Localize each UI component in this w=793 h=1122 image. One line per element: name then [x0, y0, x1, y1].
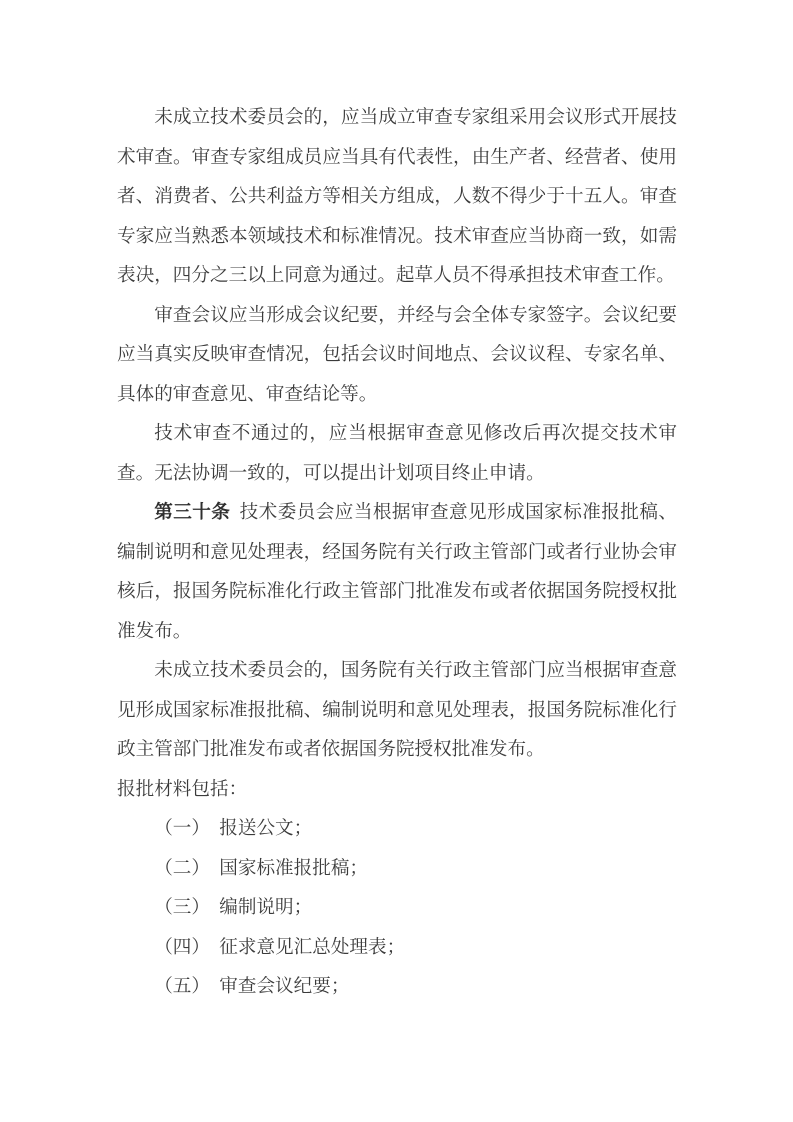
paragraph-expert-group-review: 未成立技术委员会的，应当成立审查专家组采用会议形式开展技术审查。审查专家组成员应当具有代表性，由生产者、经营者、使用者、消费者、公共利益方等相关方组成，人数不得少于十五人。审查专家应当熟悉本领域技术和标准情况。技术审查应当协商一致，如需表决，四分之三以上同意为通过。起草人员不得承担技术审查工作。	[117, 106, 677, 285]
article-number: 第三十条	[154, 501, 231, 522]
document-content	[117, 97, 677, 1006]
paragraph-review-failure: 技术审查不通过的，应当根据审查意见修改后再次提交技术审查。无法协调一致的，可以提出计划项目终止申请。	[117, 422, 677, 483]
paragraph-article-30	[117, 492, 677, 650]
list-item-review-minutes: （五） 审查会议纪要；	[154, 975, 350, 996]
paragraph-meeting-minutes: 审查会议应当形成会议纪要，并经与会全体专家签字。会议纪要应当真实反映审查情况，包括会议时间地点、会议议程、专家名单、具体的审查意见、审查结论等。	[117, 303, 677, 404]
list-item-comments-table: （四） 征求意见汇总处理表；	[154, 935, 406, 957]
paragraph-materials-intro: 报批材料包括：	[117, 777, 248, 799]
approval-materials-list	[117, 808, 677, 1006]
list-item-submission-document: （一） 报送公文；	[154, 817, 313, 838]
article-30-body-text: 技术委员会应当根据审查意见形成国家标准报批稿、编制说明和意见处理表，经国务院有关行政主管部门或者行业协会审核后，报国务院标准化行政主管部门批准发布或者依据国务院授权批准发布。	[117, 501, 677, 641]
list-item-standard-draft: （二） 国家标准报批稿；	[154, 856, 369, 878]
paragraph-no-committee-approval: 未成立技术委员会的，国务院有关行政主管部门应当根据审查意见形成国家标准报批稿、编制说明和意见处理表，报国务院标准化行政主管部门批准发布或者依据国务院授权批准发布。	[117, 659, 677, 759]
list-item-compilation-notes: （三） 编制说明；	[154, 896, 313, 917]
